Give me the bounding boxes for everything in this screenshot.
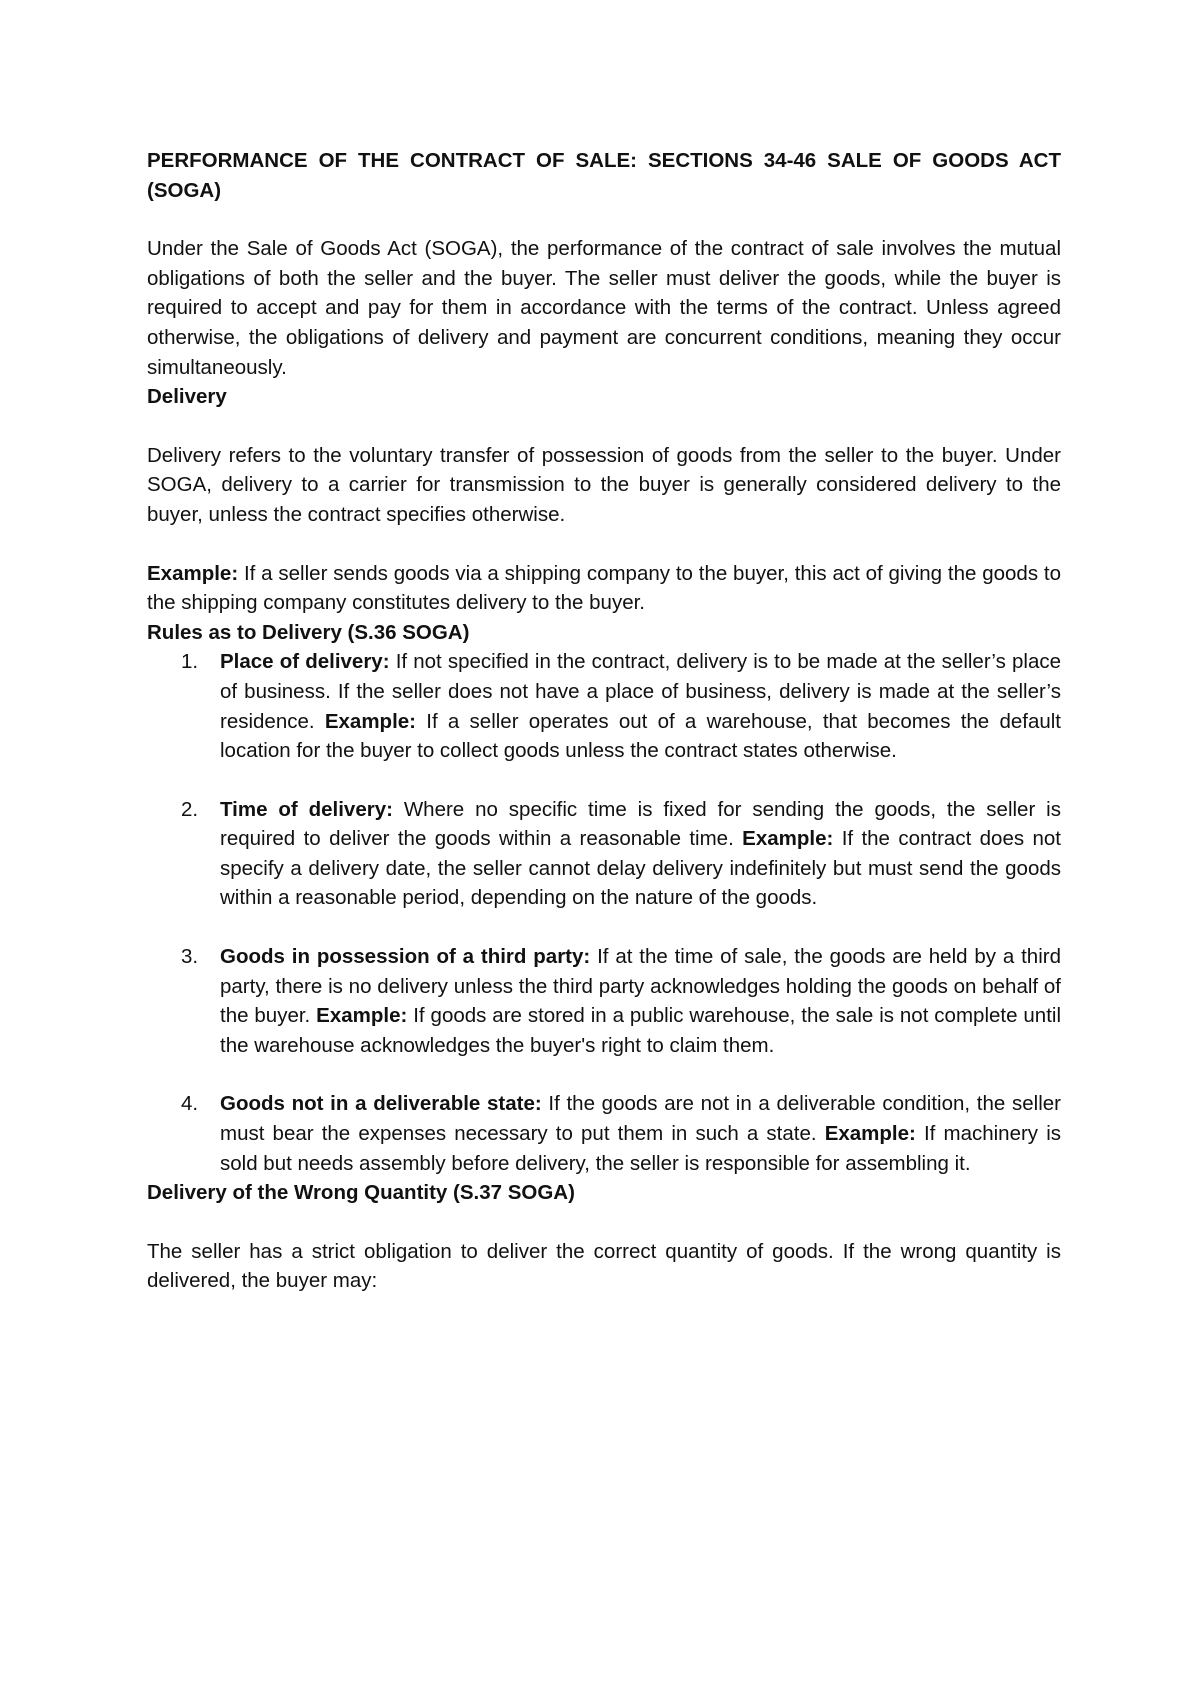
document-page	[147, 146, 1061, 1296]
rule-label: Goods not in a deliverable state:	[220, 1092, 542, 1116]
rule-example-text: If machinery is sold but needs assembly before delivery, the seller is responsible for assembling it.	[220, 1122, 1061, 1175]
rule-example-label: Example:	[742, 827, 834, 851]
rule-label: Time of delivery:	[220, 797, 393, 821]
delivery-paragraph: Delivery refers to the voluntary transfer of possession of goods from the seller to the buyer. Under SOGA, delivery to a carrier for transmission to the buyer is generally considered delivery to the buyer, unless the contract specifies otherwise.	[147, 443, 1061, 526]
example-text: If a seller sends goods via a shipping company to the buyer, this act of giving the goods to the shipping company constitutes delivery to the buyer.	[147, 561, 1061, 615]
intro-paragraph: Under the Sale of Goods Act (SOGA), the performance of the contract of sale involves the mutual obligations of both the seller and the buyer. The seller must deliver the goods, while the buyer is required to accept and pay for them in accordance with the terms of the contract. Unless agreed otherwise, the obligations of delivery and payment are concurrent conditions, meaning they occur simultaneously.	[147, 237, 1061, 379]
rule-item-third-party	[147, 942, 1061, 1060]
rule-number: 2.	[181, 797, 199, 821]
rule-example-label: Example:	[316, 1004, 408, 1028]
rules-heading: Rules as to Delivery (S.36 SOGA)	[147, 620, 470, 644]
document-title: PERFORMANCE OF THE CONTRACT OF SALE: SECTIONS 34-46 SALE OF GOODS ACT (SOGA)	[147, 149, 1061, 202]
rule-label: Place of delivery:	[220, 650, 390, 674]
delivery-example-paragraph	[147, 559, 1061, 618]
delivery-heading: Delivery	[147, 385, 227, 409]
rule-example-text: If a seller operates out of a warehouse, that becomes the default location for the buyer to collect goods unless the contract states otherwise.	[220, 709, 1061, 763]
rule-label: Goods in possession of a third party:	[220, 945, 591, 969]
wrong-quantity-heading: Delivery of the Wrong Quantity (S.37 SOGA)	[147, 1181, 575, 1205]
rule-item-deliverable-state	[147, 1089, 1061, 1178]
rule-text: Where no specific time is fixed for sending the goods, the seller is required to deliver the goods within a reasonable time.	[220, 797, 1061, 851]
rule-example-text: If the contract does not specify a delivery date, the seller cannot delay delivery indefinitely but must send the goods within a reasonable period, depending on the nature of the goods.	[220, 827, 1061, 910]
rule-number: 4.	[181, 1092, 199, 1116]
rule-number: 3.	[181, 945, 199, 969]
rule-text: If at the time of sale, the goods are held by a third party, there is no delivery unless the third party acknowledges holding the goods on behalf of the buyer.	[220, 945, 1061, 1028]
example-label: Example:	[147, 561, 239, 585]
rule-example-label: Example:	[824, 1122, 916, 1146]
rule-item-place-of-delivery	[147, 647, 1061, 765]
rule-number: 1.	[181, 650, 199, 674]
wrong-quantity-paragraph: The seller has a strict obligation to deliver the correct quantity of goods. If the wrong quantity is delivered, the buyer may:	[147, 1239, 1061, 1293]
rule-text: If the goods are not in a deliverable condition, the seller must bear the expenses necessary to put them in such a state.	[220, 1092, 1061, 1146]
rules-list	[147, 647, 1061, 1178]
rule-text: If not specified in the contract, delivery is to be made at the seller’s place of business. If the seller does not have a place of business, delivery is made at the seller’s residence.	[220, 650, 1061, 733]
rule-example-text: If goods are stored in a public warehouse, the sale is not complete until the warehouse acknowledges the buyer's right to claim them.	[220, 1004, 1062, 1057]
rule-item-time-of-delivery	[147, 795, 1061, 913]
rule-example-label: Example:	[324, 709, 416, 733]
